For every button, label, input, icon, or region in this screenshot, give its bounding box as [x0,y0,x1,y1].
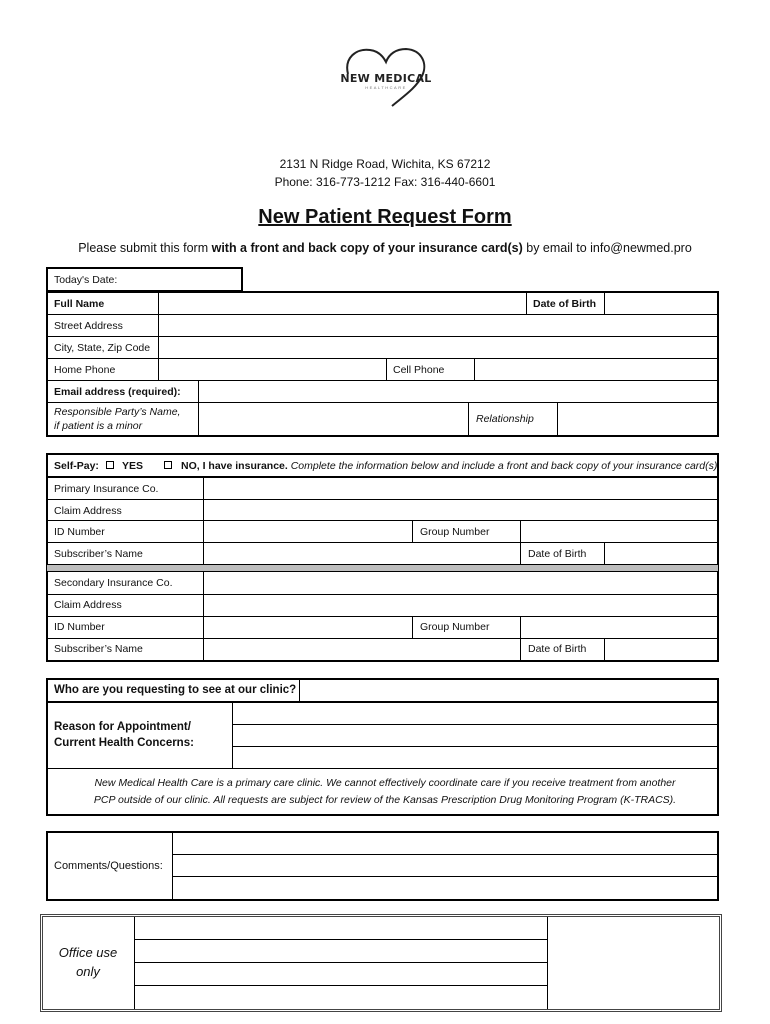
full-name-label: Full Name [54,298,105,310]
primary-group-number-field[interactable] [522,521,717,541]
cell-phone-field[interactable] [476,359,717,379]
clinic-disclaimer-line2: PCP outside of our clinic. All requests are subject for review of the Kansas Prescription Drug Monitoring Program (K-TRACS). [93,794,677,806]
page-title: New Patient Request Form [258,206,512,228]
street-address-field[interactable] [160,315,717,335]
self-pay-yes-label: YES [122,460,144,472]
secondary-claim-address-field[interactable] [205,595,717,615]
secondary-id-number-label: ID Number [54,621,105,633]
relationship-field[interactable] [559,403,717,435]
clinic-address: 2131 N Ridge Road, Wichita, KS 67212 [279,157,491,171]
dob-label: Date of Birth [533,298,596,310]
comments-field[interactable] [174,833,717,899]
relationship-label: Relationship [476,413,534,425]
primary-claim-address-label: Claim Address [54,505,122,517]
primary-group-number-label: Group Number [420,526,490,538]
reason-label: Reason for Appointment/ [54,721,191,733]
self-pay-no-label: NO, I have insurance. Complete the information below and include a front and back copy of your insurance card(s) [181,460,718,472]
secondary-subscriber-label: Subscriber’s Name [54,643,143,655]
secondary-claim-address-label: Claim Address [54,599,122,611]
submission-instructions: Please submit this form with a front and back copy of your insurance card(s) by email to info@newmed.pro [78,241,692,255]
secondary-group-number-label: Group Number [420,621,490,633]
responsible-party-field[interactable] [200,403,467,435]
home-phone-field[interactable] [160,359,385,379]
health-concerns-label: Current Health Concerns: [54,737,194,749]
home-phone-label: Home Phone [54,364,116,376]
office-use-section [40,914,722,1012]
city-state-zip-field[interactable] [160,337,717,357]
street-address-label: Street Address [54,320,123,332]
email-field[interactable] [200,381,717,401]
responsible-party-note: if patient is a minor [54,420,143,432]
office-use-only-label: only [76,964,100,979]
primary-subscriber-label: Subscriber’s Name [54,548,143,560]
reason-field[interactable] [234,703,717,767]
primary-id-number-label: ID Number [54,526,105,538]
responsible-party-label: Responsible Party’s Name, [54,406,181,418]
secondary-subscriber-dob-field[interactable] [606,639,717,660]
dob-field[interactable] [606,293,717,313]
email-label: Email address (required): [54,386,181,398]
clinic-phone-fax: Phone: 316-773-1212 Fax: 316-440-6601 [274,175,496,189]
cell-phone-label: Cell Phone [393,364,445,376]
primary-insurance-label: Primary Insurance Co. [54,483,159,495]
secondary-subscriber-field[interactable] [205,639,519,660]
primary-subscriber-dob-field[interactable] [606,543,717,563]
clinic-logo [330,44,442,108]
self-pay-yes-checkbox[interactable] [106,461,114,469]
secondary-group-number-field[interactable] [522,617,717,637]
secondary-subscriber-dob-label: Date of Birth [528,643,587,655]
primary-subscriber-field[interactable] [205,543,519,563]
section-divider [47,564,718,571]
who-requesting-field[interactable] [301,680,717,700]
clinic-disclaimer-line1: New Medical Health Care is a primary care clinic. We cannot effectively coordinate care if you receive treatment from another [94,777,676,789]
secondary-insurance-label: Secondary Insurance Co. [54,577,173,589]
city-state-zip-label: City, State, Zip Code [54,342,151,354]
todays-date-label: Today's Date: [54,274,118,286]
primary-id-number-field[interactable] [205,521,411,541]
comments-label: Comments/Questions: [54,860,163,872]
logo-subtitle: HEALTHCARE [365,85,407,90]
logo-name: NEW MEDICAL [340,72,432,85]
self-pay-no-checkbox[interactable] [164,461,172,469]
secondary-id-number-field[interactable] [205,617,411,637]
who-requesting-label: Who are you requesting to see at our clinic? [54,684,297,696]
secondary-insurance-field[interactable] [205,573,717,593]
primary-claim-address-field[interactable] [205,500,717,519]
office-use-label: Office use [58,945,118,960]
primary-insurance-field[interactable] [205,479,717,498]
full-name-field[interactable] [160,293,525,313]
primary-subscriber-dob-label: Date of Birth [528,548,587,560]
self-pay-label: Self-Pay: [54,460,99,472]
